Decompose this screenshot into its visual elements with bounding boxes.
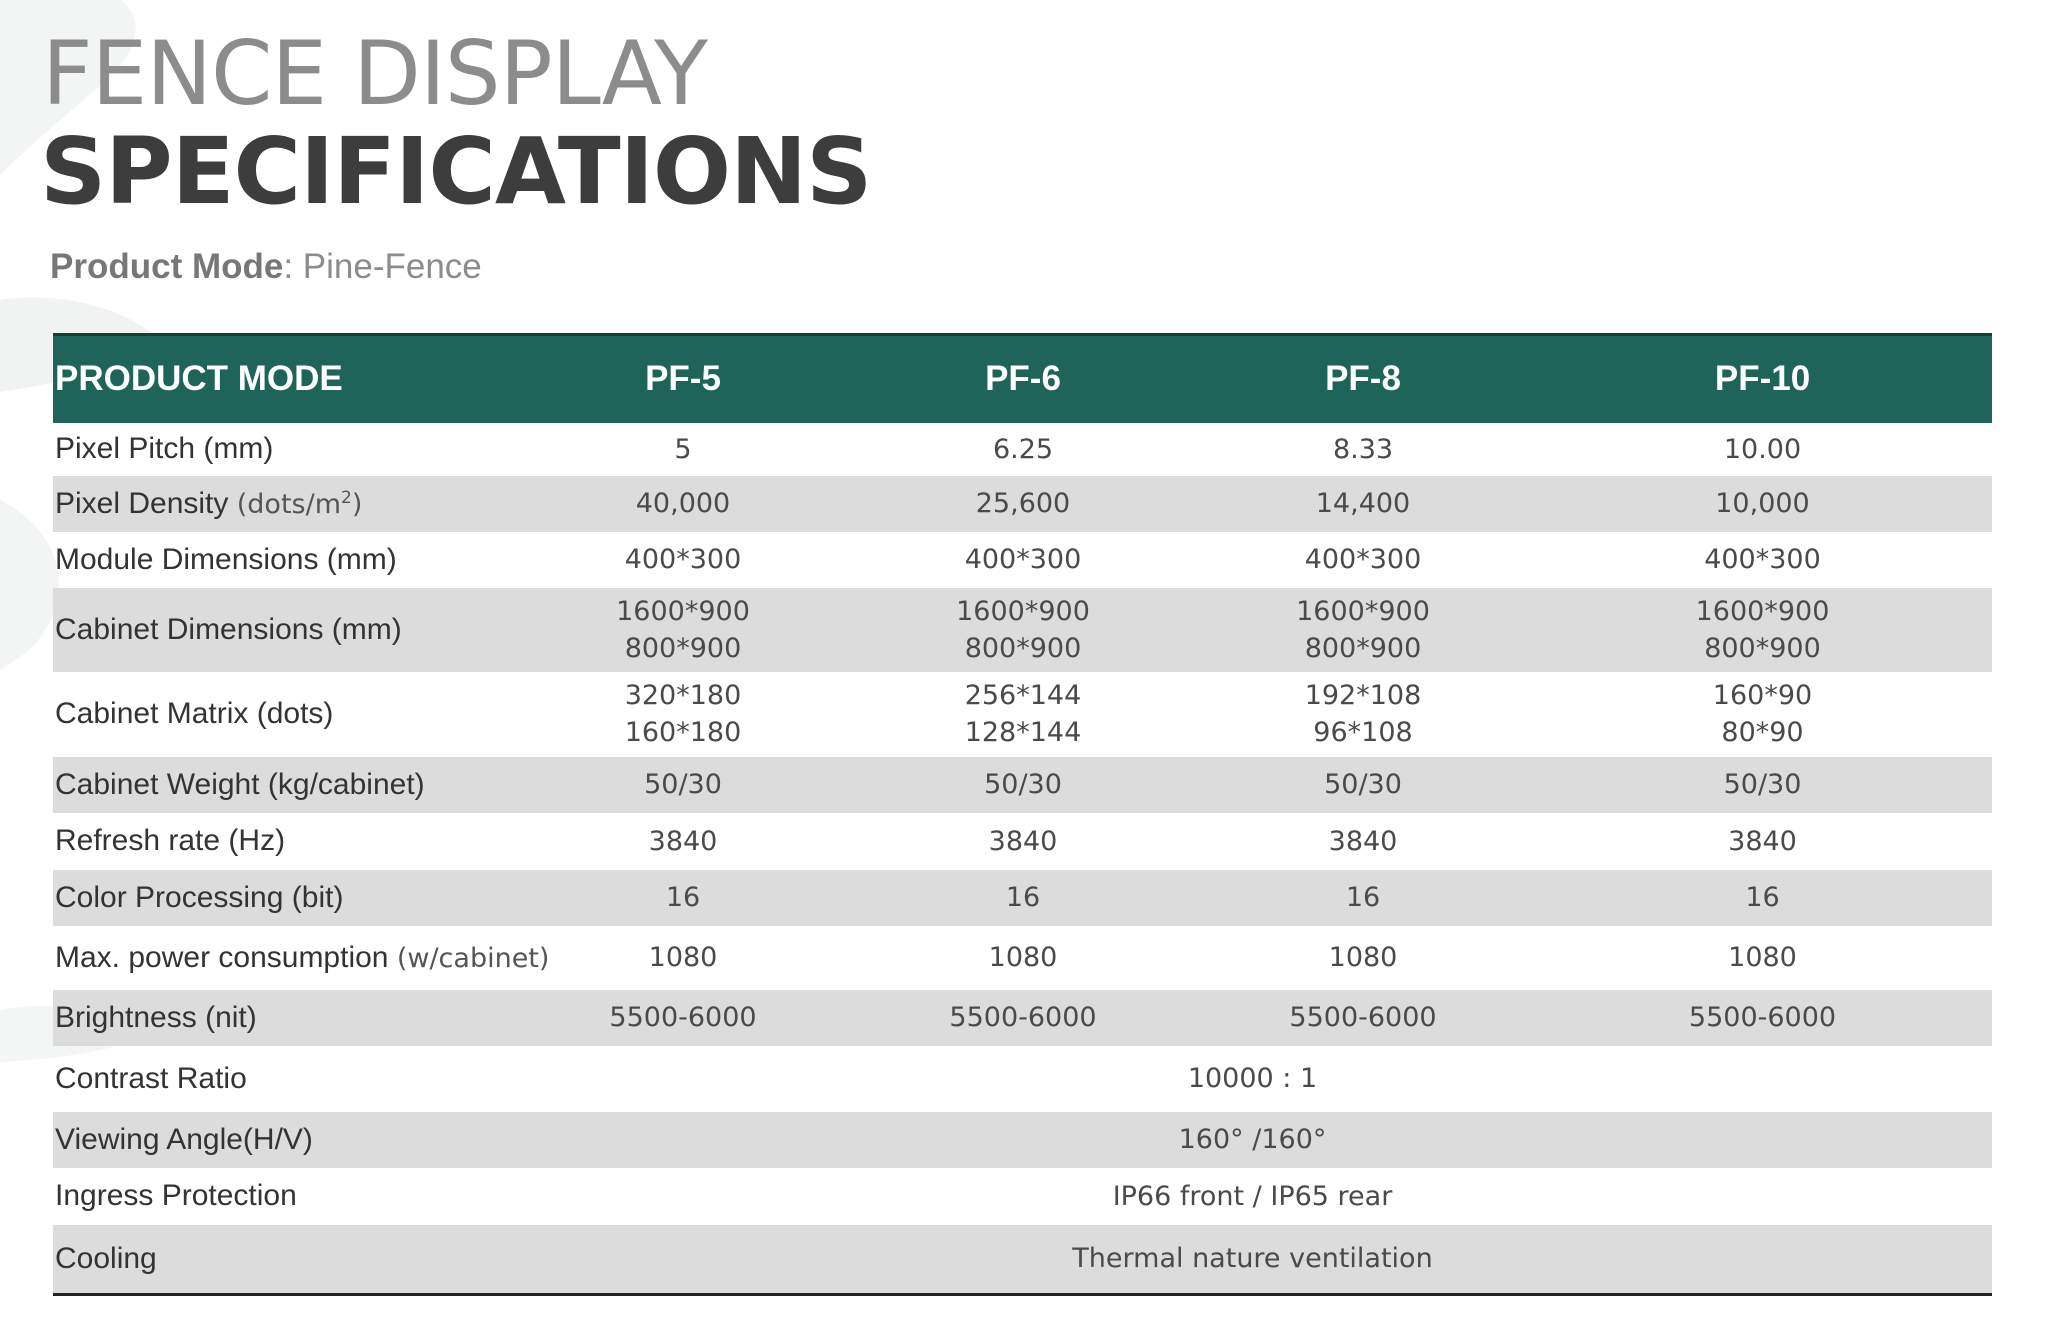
- cell-all-models: IP66 front / IP65 rear: [1112, 1180, 1393, 1212]
- cell-pf-6: 6.25: [992, 433, 1054, 465]
- header-model-pf-5: PF-5: [513, 335, 853, 423]
- row-module-dimensions: [53, 532, 1992, 588]
- cell-pf-8: 3840: [1328, 825, 1398, 857]
- product-mode-label: Product Mode: [50, 247, 284, 286]
- row-brightness: [53, 990, 1992, 1046]
- row-label: Ingress Protection: [55, 1179, 297, 1212]
- cell-pf-5: 320*180 160*180: [624, 680, 742, 748]
- row-label: Cooling: [53, 1225, 513, 1295]
- cell-pf-10: 16: [1745, 882, 1780, 913]
- row-cabinet-matrix: [53, 672, 1992, 757]
- cell-pf-5: 50/30: [644, 769, 722, 800]
- row-label: [53, 926, 550, 990]
- table-header-row: [53, 335, 1992, 423]
- row-label: [53, 476, 513, 532]
- row-color-processing: [53, 870, 1992, 926]
- cell-pf-5: 1080: [648, 942, 718, 973]
- row-cooling: [53, 1225, 1992, 1295]
- cell-pf-10: 1600*900 800*900: [1695, 595, 1830, 664]
- row-ingress-protection: [53, 1168, 1992, 1225]
- row-label: Cabinet Weight (kg/cabinet): [55, 767, 425, 801]
- cell-pf-6: 5500-6000: [949, 1002, 1097, 1033]
- cell-pf-6: 25,600: [975, 488, 1071, 519]
- row-label: Module Dimensions (mm): [55, 542, 397, 576]
- row-pixel-density: [53, 476, 1992, 532]
- cell-pf-5: 16: [665, 882, 701, 913]
- cell-pf-6: 1600*900 800*900: [956, 595, 1090, 664]
- cell-pf-6: 256*144 128*144: [964, 680, 1082, 748]
- cell-pf-8: 192*108 96*108: [1304, 680, 1422, 748]
- cell-pf-8: 1080: [1328, 942, 1398, 973]
- header-model-pf-10: PF-10: [1533, 335, 1992, 423]
- cell-pf-8: 14,400: [1315, 488, 1411, 519]
- row-cabinet-dimensions: [53, 588, 1992, 672]
- row-viewing-angle: [53, 1112, 1992, 1168]
- cell-pf-6: 400*300: [964, 544, 1082, 575]
- cell-pf-8: 400*300: [1304, 544, 1422, 575]
- row-label: Pixel Pitch (mm): [55, 432, 274, 465]
- specifications-table: [53, 333, 1992, 1296]
- cell-pf-5: 3840: [648, 825, 718, 857]
- cell-pf-10: 50/30: [1723, 769, 1802, 800]
- header-model-pf-8: PF-8: [1193, 335, 1533, 423]
- cell-pf-10: 5500-6000: [1688, 1002, 1837, 1033]
- cell-pf-10: 10,000: [1715, 488, 1810, 519]
- row-label: Color Processing (bit): [55, 880, 344, 914]
- cell-pf-6: 16: [1005, 882, 1041, 913]
- cell-pf-5: 5500-6000: [609, 1002, 757, 1033]
- product-mode-value: : Pine-Fence: [283, 247, 482, 286]
- row-label: Viewing Angle(H/V): [55, 1122, 313, 1156]
- cell-pf-8: 8.33: [1332, 433, 1394, 465]
- row-unit: (w/cabinet): [396, 942, 550, 974]
- cell-pf-10: 3840: [1728, 825, 1797, 857]
- row-label: Brightness (nit): [55, 1000, 257, 1034]
- row-refresh-rate: [53, 813, 1992, 870]
- title-specifications: SPECIFICATIONS: [40, 118, 872, 225]
- row-unit: $(dots/m^2)$: [236, 487, 363, 520]
- cell-pf-5: 1600*900 800*900: [616, 595, 750, 664]
- row-cabinet-weight: [53, 757, 1992, 813]
- row-label-text: Pixel Density: [55, 486, 229, 520]
- row-contrast-ratio: [53, 1046, 1992, 1112]
- cell-pf-5: 400*300: [624, 544, 742, 575]
- cell-pf-8: 16: [1345, 882, 1381, 913]
- cell-pf-10: 160*90 80*90: [1712, 680, 1813, 748]
- product-mode-line: [50, 247, 482, 287]
- cell-pf-8: 5500-6000: [1289, 1002, 1437, 1033]
- cell-all-models: 160° /160°: [1178, 1124, 1327, 1155]
- cell-all-models: Thermal nature ventilation: [513, 1225, 1992, 1295]
- cell-pf-6: 3840: [988, 825, 1058, 857]
- row-label: Refresh rate (Hz): [55, 824, 286, 857]
- row-label-text: Max. power consumption: [55, 940, 389, 974]
- cell-pf-5: 5: [674, 433, 692, 465]
- row-pixel-pitch: [53, 423, 1992, 476]
- cell-pf-8: 1600*900 800*900: [1296, 595, 1430, 664]
- cell-all-models: 10000 : 1: [1187, 1063, 1318, 1094]
- title-fence-display: FENCE DISPLAY: [42, 22, 707, 125]
- row-label: Contrast Ratio: [55, 1061, 247, 1095]
- cell-pf-10: 10.00: [1723, 433, 1802, 465]
- header-model-pf-6: PF-6: [853, 335, 1193, 423]
- row-max-power: [53, 926, 1992, 990]
- cell-pf-5: 40,000: [635, 488, 731, 519]
- row-label: Cabinet Dimensions (mm): [55, 612, 402, 646]
- cell-pf-10: 400*300: [1704, 544, 1821, 575]
- cell-pf-6: 1080: [988, 942, 1058, 973]
- row-label: Cabinet Matrix (dots): [55, 697, 334, 730]
- cell-pf-8: 50/30: [1324, 769, 1402, 800]
- header-product-mode: PRODUCT MODE: [53, 335, 513, 423]
- cell-pf-10: 1080: [1728, 942, 1797, 973]
- cell-pf-6: 50/30: [984, 769, 1062, 800]
